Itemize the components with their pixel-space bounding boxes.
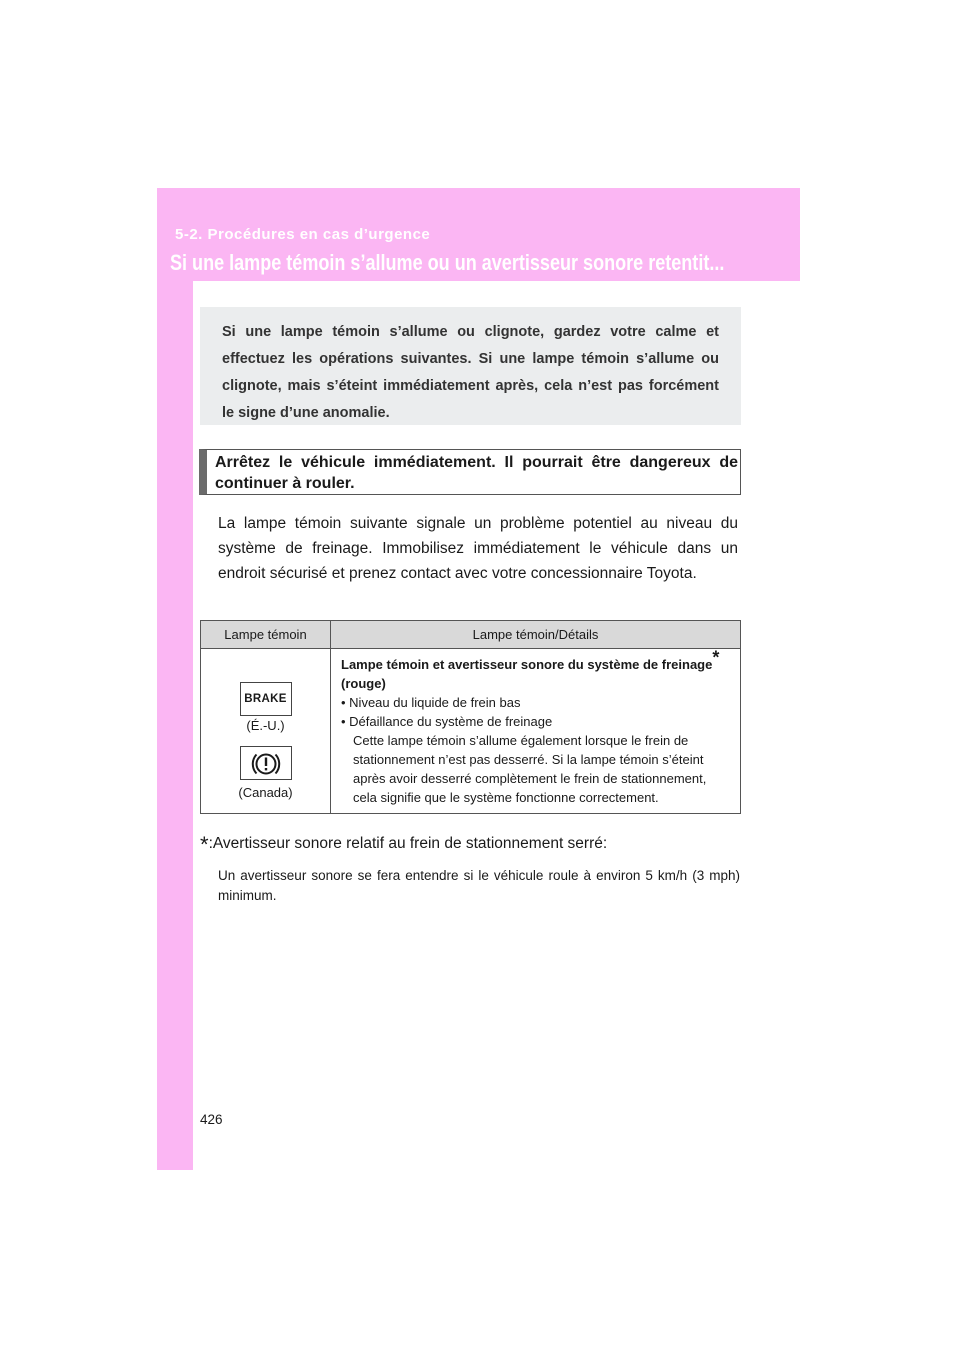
footnote-heading	[200, 834, 607, 855]
detail-title-text: Lampe témoin et avertisseur sonore du système de freinage	[341, 657, 713, 672]
page-title: Si une lampe témoin s’allume ou un avertisseur sonore retentit...	[170, 250, 725, 275]
side-color-strip	[157, 188, 193, 1170]
detail-star: *	[712, 647, 720, 668]
lamp-cell	[201, 649, 331, 814]
table-header-row	[201, 621, 741, 649]
detail-item: • Défaillance du système de freinage	[341, 714, 553, 729]
details-cell	[331, 649, 741, 814]
detail-title	[341, 647, 730, 693]
brake-warning-icon: BRAKE	[240, 682, 292, 716]
warning-heading: Arrêtez le véhicule immédiatement. Il pourrait être dangereux de continuer à rouler.	[199, 449, 741, 495]
exclamation-circle-icon	[240, 746, 292, 780]
page-number: 426	[200, 1112, 223, 1127]
footnote-heading-text: :Avertisseur sonore relatif au frein de stationnement serré:	[208, 835, 608, 852]
body-paragraph: La lampe témoin suivante signale un problème potentiel au niveau du système de freinage. Immobilisez immédiatement le véhicule dans un endroit sécurisé et prenez contact avec votre concessionnaire Toyota.	[218, 515, 738, 582]
column-header-details: Lampe témoin/Détails	[331, 621, 741, 649]
intro-text: Si une lampe témoin s’allume ou clignote, gardez votre calme et effectuez les opérations suivantes. Si une lampe témoin s’allume ou clignote, mais s’éteint immédiatement après, cela n’est pas forcément le signe d’une anomalie.	[222, 324, 719, 421]
brake-caption: (É.-U.)	[246, 718, 285, 733]
icon-caption: (Canada)	[238, 785, 293, 800]
detail-item: • Niveau du liquide de frein bas	[341, 695, 521, 710]
table-row	[201, 649, 741, 814]
warning-lamp-table	[200, 620, 741, 814]
detail-note: Cette lampe témoin s’allume également lorsque le frein de stationnement n’est pas desserré. Si la lampe témoin s’éteint après avoir desserré complètement le frein de stationnement, cela signifie que le système fonctionne correctement.	[353, 733, 707, 805]
section-label: 5-2. Procédures en cas d’urgence	[175, 226, 431, 243]
intro-box	[200, 307, 741, 425]
footnote-star: *	[200, 832, 209, 857]
footnote-text: Un avertisseur sonore se fera entendre si le véhicule roule à environ 5 km/h (3 mph) minimum.	[218, 868, 740, 903]
column-header-lamp: Lampe témoin	[201, 621, 331, 649]
detail-title-suffix: (rouge)	[341, 676, 386, 691]
